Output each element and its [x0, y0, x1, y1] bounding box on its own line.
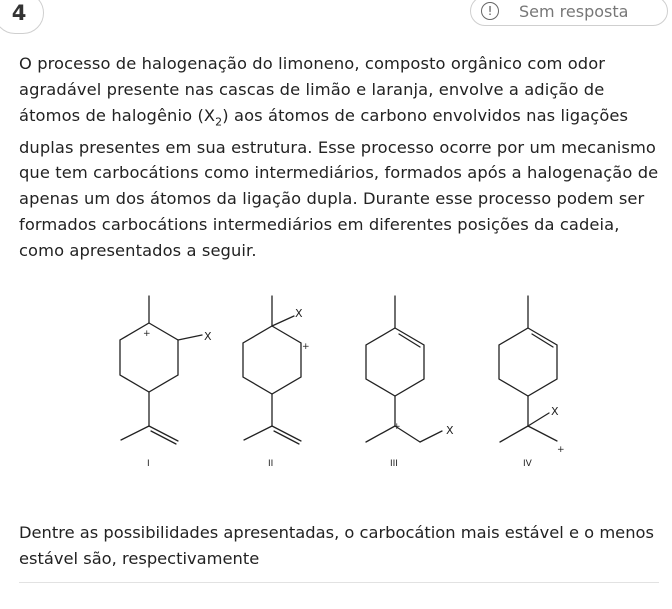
- structure-I-charge: +: [143, 329, 151, 339]
- divider: [19, 582, 659, 583]
- structure-III: [366, 296, 442, 442]
- structure-I-label: I: [147, 459, 150, 469]
- structure-III-charge: +: [393, 422, 401, 432]
- structure-II-charge: +: [302, 342, 310, 352]
- question-prompt: Dentre as possibilidades apresentadas, o carbocátion mais estável e o menos estável são, respectivamente: [19, 523, 654, 568]
- alert-icon: !: [481, 2, 499, 20]
- structure-III-label: III: [390, 459, 398, 469]
- structure-I: [120, 296, 202, 444]
- statement-part-1: O processo de halogenação do limoneno, composto orgânico com odor agradável presente nas cascas de limão e laranja, envolve a adição de átomos de halogênio (X: [19, 54, 606, 125]
- question-number: 4: [11, 1, 27, 25]
- structure-IV-substituent: X: [551, 405, 559, 418]
- status-label: Sem resposta: [519, 1, 629, 21]
- structure-I-substituent: X: [204, 330, 212, 343]
- structure-II: [243, 296, 301, 444]
- statement-part-2: ) aos átomos de carbono envolvidos nas ligações duplas presentes em sua estrutura. Esse processo ocorre por um mecanismo que tem carbocátions como intermediários, formados após a halogenação de apenas um dos átomos da ligação dupla. Durante esse processo podem ser formados carbocátions intermediários em diferentes posições da cadeia, como apresentados a seguir.: [19, 105, 659, 260]
- structure-II-label: II: [268, 459, 274, 469]
- structure-IV: [499, 296, 557, 442]
- statement-subscript: 2: [215, 114, 223, 128]
- structure-IV-label: IV: [523, 459, 532, 469]
- structure-IV-charge: +: [557, 445, 565, 455]
- structure-III-substituent: X: [446, 424, 454, 437]
- structure-II-substituent: X: [295, 307, 303, 320]
